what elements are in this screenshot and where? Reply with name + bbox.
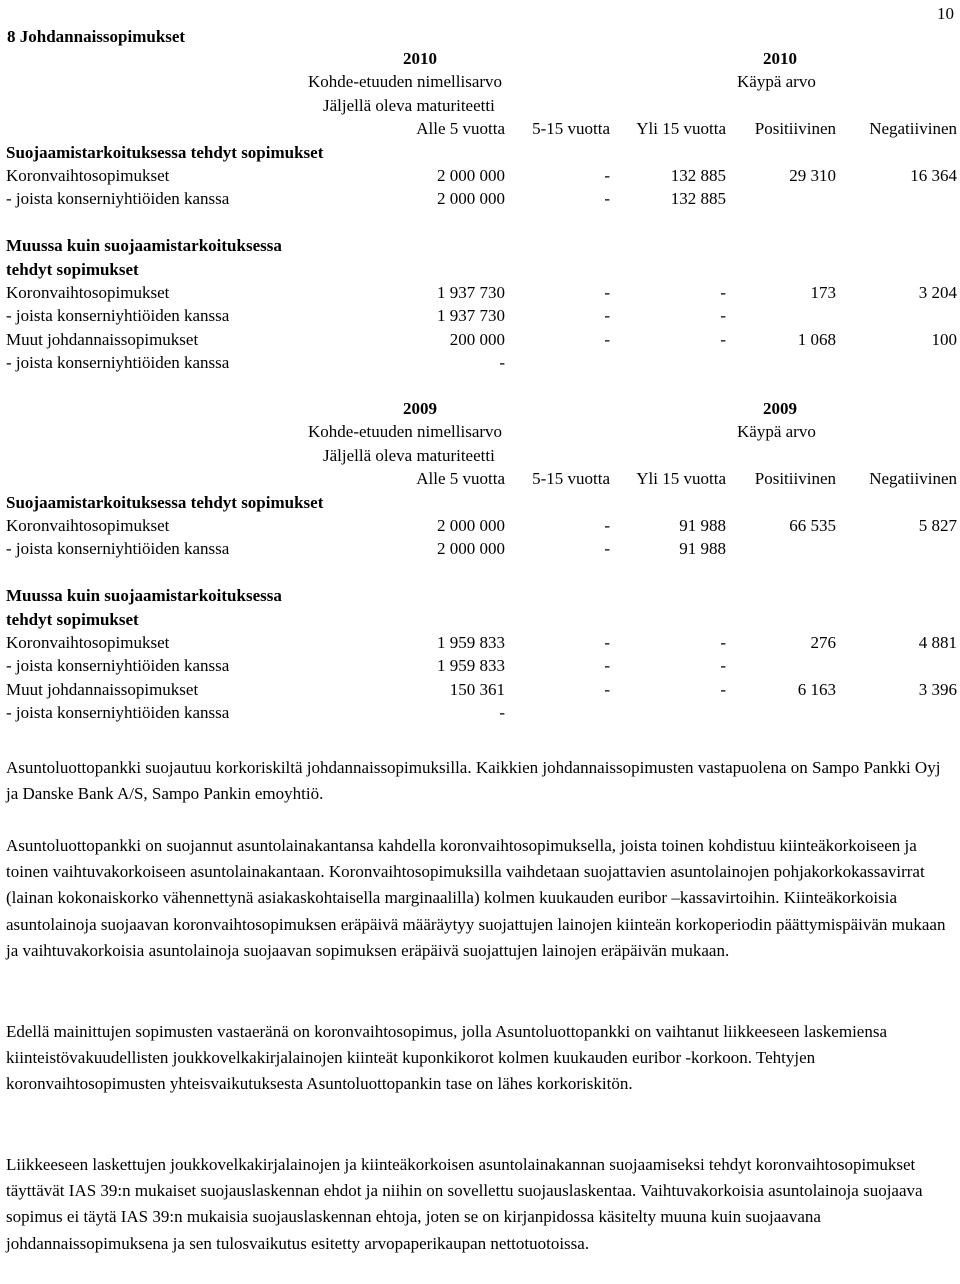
derivatives-table-2009: [0, 397, 960, 724]
cell: -: [720, 282, 726, 302]
column-header: Yli 15 vuotta: [636, 119, 726, 139]
header-nominal: Kohde-etuuden nimellisarvo: [308, 72, 503, 92]
cell: 1 937 730: [437, 306, 505, 326]
hedging-section-title: Suojaamistarkoituksessa tehdyt sopimukset: [6, 492, 324, 512]
column-header: 5-15 vuotta: [532, 119, 610, 139]
cell: -: [604, 329, 610, 349]
table-row: [0, 164, 960, 187]
cell: 3 396: [918, 679, 957, 699]
column-header: Yli 15 vuotta: [636, 469, 726, 489]
column-header: Positiivinen: [754, 469, 836, 489]
cell: 3 204: [918, 282, 957, 302]
cell: -: [499, 353, 505, 373]
cell: -: [604, 306, 610, 326]
cell: 200 000: [449, 329, 505, 349]
cell: 132 885: [670, 189, 726, 209]
year-nominal: 2010: [403, 49, 437, 68]
table-row: [0, 187, 960, 210]
header-maturity: Jäljellä oleva maturiteetti: [323, 95, 495, 115]
table-row: [0, 631, 960, 654]
header-nominal: Kohde-etuuden nimellisarvo: [308, 422, 503, 442]
row-label: - joista konserniyhtiöiden kanssa: [6, 353, 230, 373]
hedging-section-title: Suojaamistarkoituksessa tehdyt sopimukset: [6, 142, 324, 162]
table-row: [0, 304, 960, 327]
other-section-title: Muussa kuin suojaamistarkoituksessa: [6, 586, 282, 606]
cell: -: [720, 306, 726, 326]
paragraph-hedging-swaps: Asuntoluottopankki on suojannut asuntolainakantansa kahdella koronvaihtosopimuksella, joista toinen kohdistuu kiinteäkorkoiseen ja toinen vaihtuvakorkoiseen asuntolainakantaan. Koronvaihtosopimuksilla vaihdetaan suojattavien asuntolainojen pohjakorkokassavirrat (lainan kokonaiskorko vähennettynä asiakaskohtaisella marginaalilla) kolmen kuukauden euribor –kassavirtoihin. Kiinteäkorkoisia asuntolainoja suojaavan koronvaihtosopimuksen eräpäivä määräytyy suojattujen lainojen kiinteän korkoperiodin päättymispäivän mukaan ja vaihtuvakorkoisia asuntolainoja suojaavan sopimuksen eräpäivä suojattujen lainojen eräpäivän mukaan.: [6, 836, 946, 960]
row-label: Muut johdannaissopimukset: [6, 679, 199, 699]
column-header: 5-15 vuotta: [532, 469, 610, 489]
row-label: - joista konserniyhtiöiden kanssa: [6, 539, 230, 559]
cell: -: [720, 329, 726, 349]
year-nominal: 2009: [403, 399, 437, 418]
cell: -: [720, 632, 726, 652]
row-label: Koronvaihtosopimukset: [6, 632, 170, 652]
other-section-title: Muussa kuin suojaamistarkoituksessa: [6, 236, 282, 256]
cell: 29 310: [789, 165, 836, 185]
cell: -: [604, 539, 610, 559]
cell: 16 364: [910, 165, 957, 185]
cell: 2 000 000: [437, 189, 505, 209]
cell: -: [604, 679, 610, 699]
cell: 1 959 833: [437, 656, 505, 676]
table-row: [0, 351, 960, 374]
cell: 5 827: [918, 515, 957, 535]
column-header: Alle 5 vuotta: [416, 119, 505, 139]
column-headers: [0, 467, 960, 490]
cell: 2 000 000: [437, 165, 505, 185]
table-row: [0, 678, 960, 701]
cell: 276: [810, 632, 836, 652]
cell: 100: [931, 329, 957, 349]
row-label: - joista konserniyhtiöiden kanssa: [6, 306, 230, 326]
other-section-title: tehdyt sopimukset: [6, 259, 139, 279]
paragraph-counterparties: Asuntoluottopankki suojautuu korkoriskiltä johdannaissopimuksilla. Kaikkien johdannaissopimusten vastapuolena on Sampo Pankki Oyj ja Danske Bank A/S, Sampo Pankin emoyhtiö.: [6, 758, 941, 804]
cell: 1 937 730: [437, 282, 505, 302]
cell: -: [604, 632, 610, 652]
column-header: Negatiivinen: [869, 469, 957, 489]
cell: 66 535: [789, 515, 836, 535]
cell: -: [604, 189, 610, 209]
cell: -: [604, 515, 610, 535]
table-row: [0, 281, 960, 304]
cell: 1 068: [797, 329, 836, 349]
page-number: 10: [937, 4, 954, 23]
cell: 1 959 833: [437, 632, 505, 652]
table-row: [0, 537, 960, 560]
table-row: [0, 514, 960, 537]
column-header: Alle 5 vuotta: [416, 469, 505, 489]
paragraph-counter-swap: Edellä mainittujen sopimusten vastaeränä on koronvaihtosopimus, jolla Asuntoluottopankki on vaihtanut liikkeeseen laskemiensa kiinteistövakuudellisten joukkovelkakirjalainojen kiinteät kuponkikorot kolmen kuukauden euribor -korkoon. Tehtyjen koronvaihtosopimusten yhteisvaikutuksesta Asuntoluottopankin tase on lähes korkoriskitön.: [6, 1022, 887, 1094]
cell: 4 881: [918, 632, 957, 652]
column-headers: [0, 117, 960, 140]
cell: 91 988: [679, 515, 726, 535]
cell: -: [499, 703, 505, 723]
cell: 132 885: [670, 165, 726, 185]
cell: 2 000 000: [437, 515, 505, 535]
paragraph-hedge-accounting: Liikkeeseen laskettujen joukkovelkakirjalainojen ja kiinteäkorkoisen asuntolainakannan suojaamiseksi tehdyt koronvaihtosopimukset täyttävät IAS 39:n mukaiset suojauslaskennan ehdot ja niihin on sovellettu suojauslaskentaa. Vaihtuvakorkoisia asuntolainoja suojaava sopimus ei täytä IAS 39:n mukaisia suojauslaskennan ehtoja, joten se on kirjanpidossa käsitelty muuna kuin suojaavana johdannaissopimuksena ja sen tulosvaikutus esitetty arvopaperikaupan nettotuotoissa.: [6, 1155, 923, 1253]
cell: -: [604, 282, 610, 302]
row-label: Koronvaihtosopimukset: [6, 282, 170, 302]
table-row: [0, 328, 960, 351]
header-maturity: Jäljellä oleva maturiteetti: [323, 445, 495, 465]
header-fair-value: Käypä arvo: [737, 422, 816, 442]
row-label: Muut johdannaissopimukset: [6, 329, 199, 349]
column-header: Positiivinen: [754, 119, 836, 139]
section-title: 8 Johdannaissopimukset: [7, 27, 186, 46]
cell: 173: [810, 282, 836, 302]
cell: -: [720, 656, 726, 676]
cell: 6 163: [797, 679, 836, 699]
table-row: [0, 701, 960, 724]
cell: -: [720, 679, 726, 699]
cell: -: [604, 165, 610, 185]
row-label: Koronvaihtosopimukset: [6, 515, 170, 535]
row-label: - joista konserniyhtiöiden kanssa: [6, 189, 230, 209]
row-label: - joista konserniyhtiöiden kanssa: [6, 656, 230, 676]
column-header: Negatiivinen: [869, 119, 957, 139]
cell: 91 988: [679, 539, 726, 559]
year-fair-value: 2010: [763, 49, 797, 68]
year-fair-value: 2009: [763, 399, 797, 418]
cell: 150 361: [449, 679, 505, 699]
row-label: Koronvaihtosopimukset: [6, 165, 170, 185]
header-fair-value: Käypä arvo: [737, 72, 816, 92]
row-label: - joista konserniyhtiöiden kanssa: [6, 703, 230, 723]
cell: 2 000 000: [437, 539, 505, 559]
other-section-title: tehdyt sopimukset: [6, 609, 139, 629]
derivatives-table-2010: [0, 47, 960, 374]
table-row: [0, 654, 960, 677]
cell: -: [604, 656, 610, 676]
